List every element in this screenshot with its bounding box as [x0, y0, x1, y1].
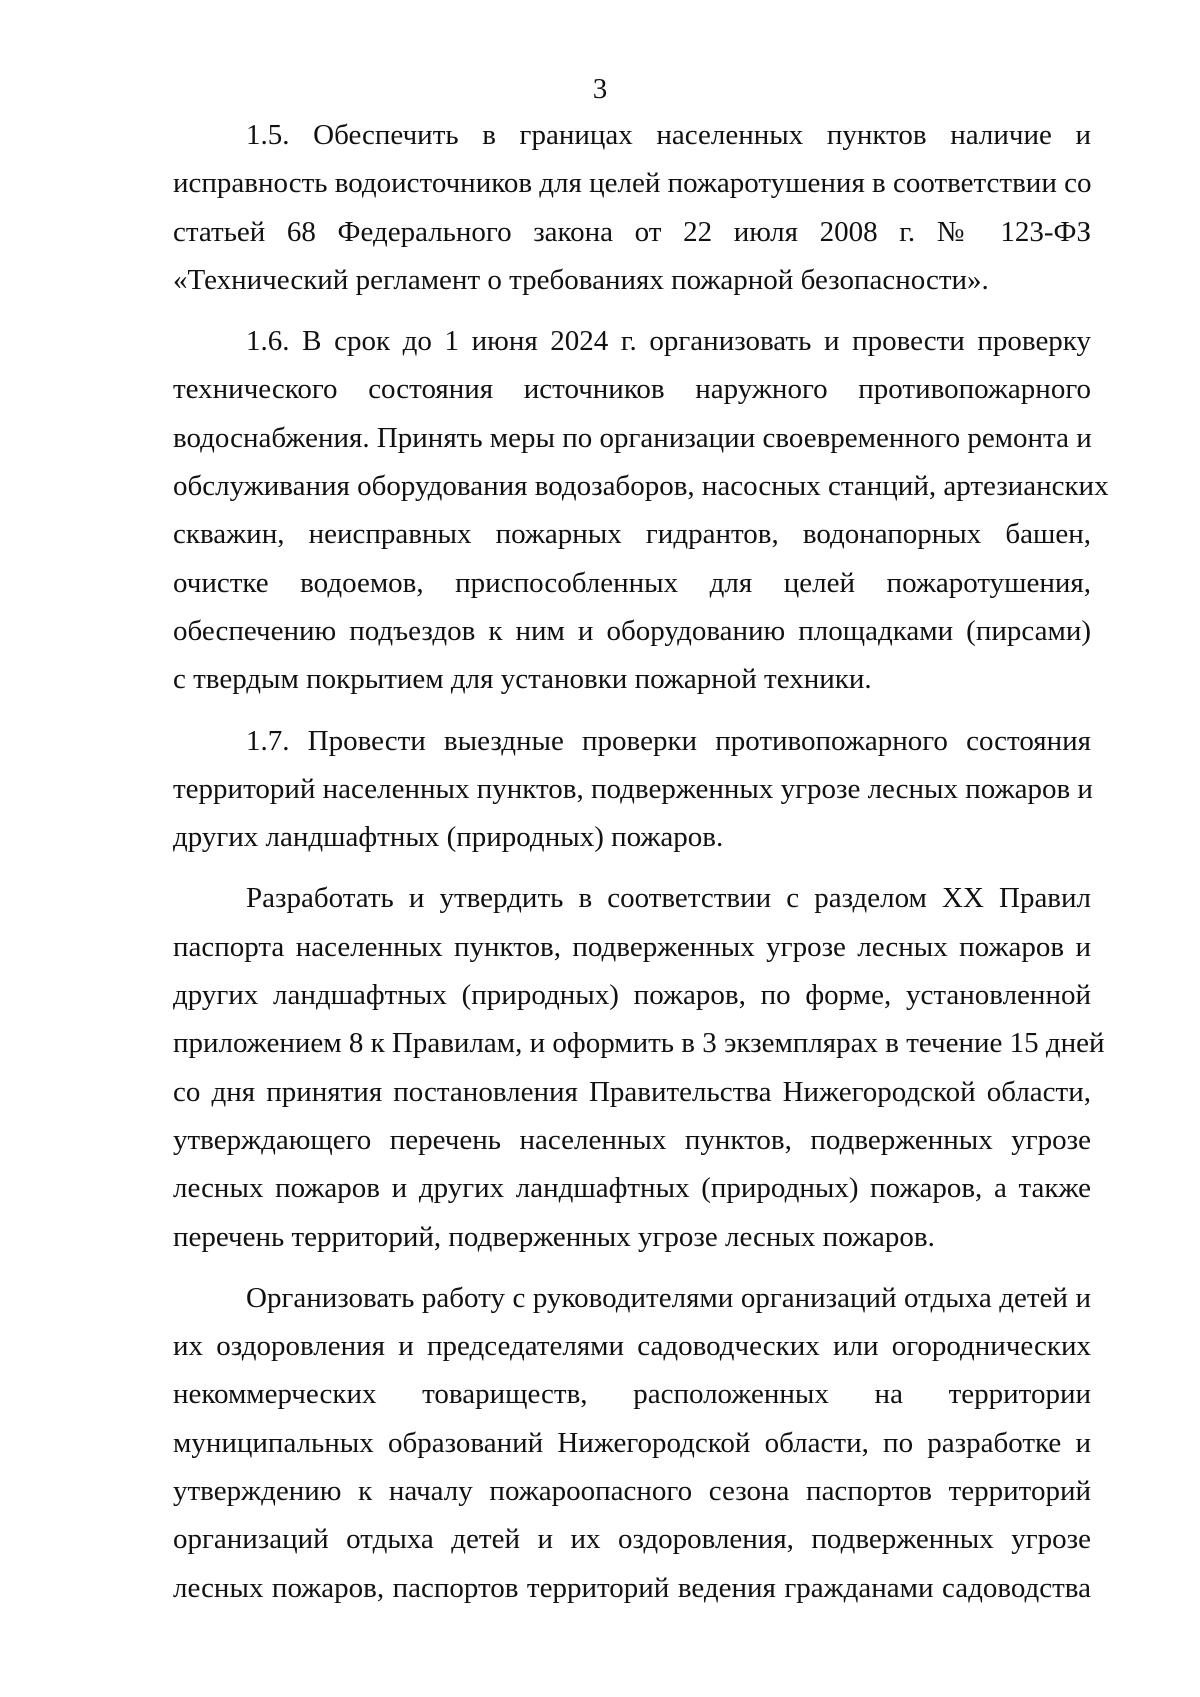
text-line: 1.7. Провести выездные проверки противопожарного состояния: [246, 724, 1091, 757]
text-line: водоснабжения. Принять меры по организации своевременного ремонта и: [173, 421, 1092, 454]
text-line: приложением 8 к Правилам, и оформить в 3 экземплярах в течение 15 дней: [173, 1027, 1105, 1060]
text-line: исправность водоисточников для целей пожаротушения в соответствии со: [173, 167, 1092, 200]
text-line: других ландшафтных (природных) пожаров.: [173, 821, 724, 854]
text-line: 1.6. В срок до 1 июня 2024 г. организовать и провести проверку: [246, 325, 1091, 358]
text-line: с твердым покрытием для установки пожарной техники.: [173, 663, 872, 696]
text-line: лесных пожаров, паспортов территорий ведения гражданами садоводства: [173, 1571, 1091, 1604]
text-line: обслуживания оборудования водозаборов, насосных станций, артезианских: [173, 470, 1109, 503]
text-line: территорий населенных пунктов, подверженных угрозе лесных пожаров и: [173, 772, 1093, 805]
paragraph-1-7: [173, 717, 1091, 862]
text-line: 1.5. Обеспечить в границах населенных пунктов наличие и: [246, 119, 1091, 151]
paragraph-organize-work: [173, 1274, 1091, 1612]
text-line: муниципальных образований Нижегородской области, по разработке и: [173, 1426, 1091, 1459]
text-line: некоммерческих товариществ, расположенных на территории: [173, 1378, 1091, 1411]
text-line: организаций отдыха детей и их оздоровления, подверженных угрозе: [173, 1523, 1091, 1556]
text-line: других ландшафтных (природных) пожаров, по форме, установленной: [173, 979, 1091, 1012]
paragraph-passports: [173, 874, 1105, 1260]
text-line: утверждающего перечень населенных пунктов, подверженных угрозе: [173, 1123, 1091, 1156]
text-line: со дня принятия постановления Правительства Нижегородской области,: [173, 1075, 1091, 1108]
document-body: [173, 111, 1109, 1625]
paragraph-1-6: [173, 317, 1109, 703]
text-line: обеспечению подъездов к ним и оборудованию площадками (пирсами): [173, 614, 1091, 647]
text-line: «Технический регламент о требованиях пожарной безопасности».: [173, 263, 989, 296]
text-line: технического состояния источников наружного противопожарного: [173, 373, 1091, 406]
page-number: 3: [592, 73, 608, 105]
text-line: Разработать и утвердить в соответствии с разделом XX Правил: [246, 882, 1091, 915]
paragraph-1-5: [173, 111, 1091, 304]
text-line: скважин, неисправных пожарных гидрантов, водонапорных башен,: [173, 518, 1091, 551]
text-line: статьей 68 Федерального закона от 22 июля 2008 г. № 123-ФЗ: [173, 215, 1091, 248]
text-line: паспорта населенных пунктов, подверженных угрозе лесных пожаров и: [173, 930, 1091, 963]
text-line: их оздоровления и председателями садоводческих или огороднических: [173, 1330, 1091, 1363]
text-line: перечень территорий, подверженных угрозе лесных пожаров.: [173, 1220, 935, 1253]
text-line: утверждению к началу пожароопасного сезона паспортов территорий: [173, 1475, 1091, 1508]
text-line: очистке водоемов, приспособленных для целей пожаротушения,: [173, 566, 1091, 599]
text-line: лесных пожаров и других ландшафтных (природных) пожаров, а также: [173, 1172, 1091, 1205]
text-line: Организовать работу с руководителями организаций отдыха детей и: [246, 1281, 1091, 1314]
